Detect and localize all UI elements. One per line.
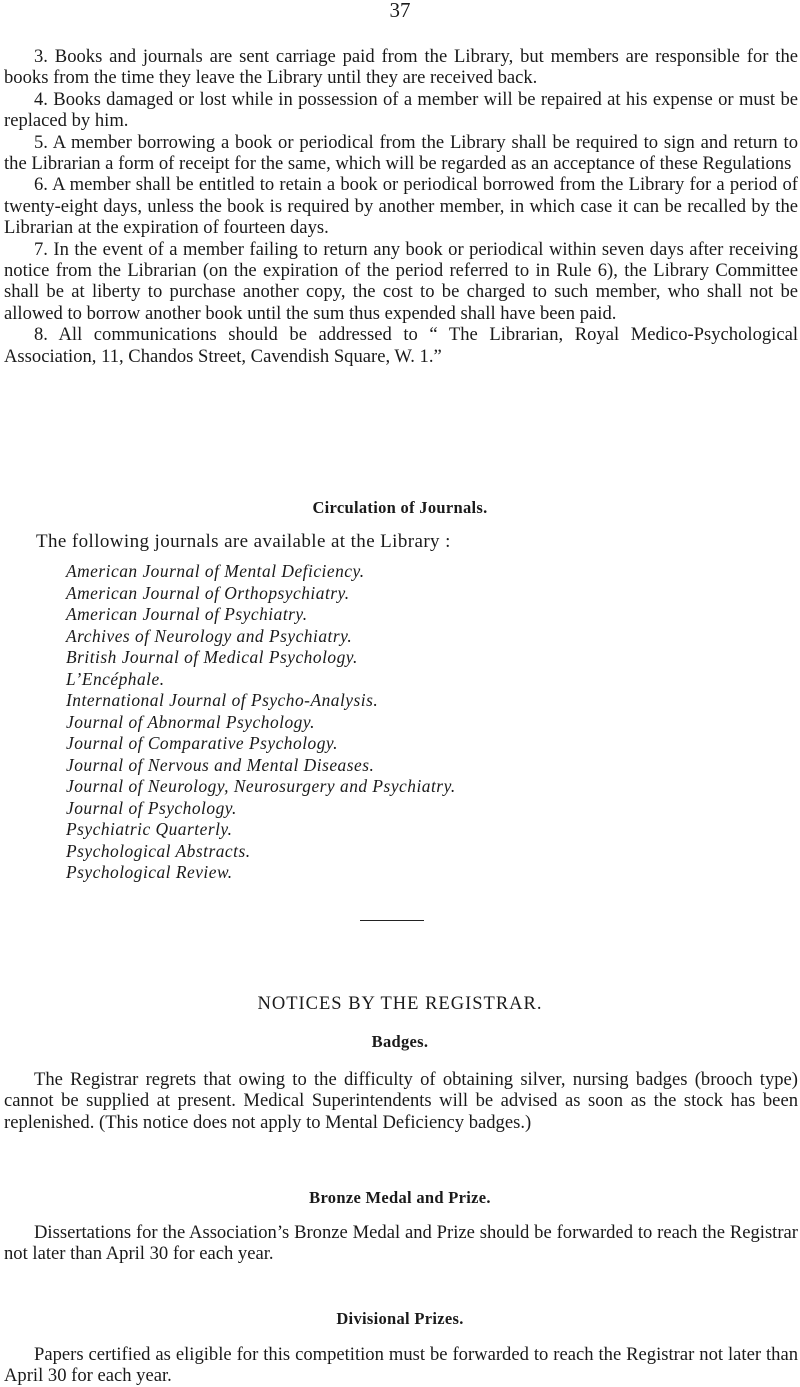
journal-item: L’Encéphale.	[66, 668, 165, 689]
journal-item: International Journal of Psycho-Analysis.	[66, 690, 379, 710]
journal-list	[66, 561, 456, 884]
rule-8: 8. All communications should be addressed to “ The Librarian, Royal Medico-Psychological Association, 11, Chandos Street, Cavendish Square, W. 1.”	[4, 324, 798, 367]
journal-item: Journal of Nervous and Mental Diseases.	[66, 754, 375, 775]
divisional-prizes-notice: Papers certified as eligible for this competition must be forwarded to reach the Registrar not later than April 30 for each year.	[4, 1344, 798, 1387]
journal-item: Journal of Psychology.	[66, 797, 237, 818]
badges-notice: The Registrar regrets that owing to the difficulty of obtaining silver, nursing badges (brooch type) cannot be supplied at present. Medical Superintendents will be advised as soon as the stock has been replenished. (This notice does not apply to Mental Deficiency badges.)	[4, 1069, 798, 1133]
rule-5: 5. A member borrowing a book or periodical from the Library shall be required to sign and return to the Librarian a form of receipt for the same, which will be regarded as an acceptance of these Regulations	[4, 131, 798, 175]
bronze-medal-heading: Bronze Medal and Prize.	[309, 1188, 491, 1207]
journal-item: American Journal of Psychiatry.	[66, 604, 308, 624]
journal-item: Journal of Neurology, Neurosurgery and Psychiatry.	[66, 776, 456, 796]
library-regulations	[4, 46, 798, 367]
rule-3: 3. Books and journals are sent carriage paid from the Library, but members are responsible for the books from the time they leave the Library until they are received back.	[4, 46, 798, 89]
rule-6: 6. A member shall be entitled to retain a book or periodical borrowed from the Library for a period of twenty-eight days, unless the book is required by another member, in which case it can be recalled by the Librarian at the expiration of fourteen days.	[4, 174, 798, 239]
rule-4: 4. Books damaged or lost while in possession of a member will be repaired at his expense or must be replaced by him.	[4, 88, 798, 132]
divisional-prizes-heading: Divisional Prizes.	[336, 1309, 464, 1328]
journal-item: Journal of Comparative Psychology.	[66, 733, 339, 753]
journal-item: American Journal of Mental Deficiency.	[66, 561, 365, 581]
section-divider	[360, 920, 424, 921]
journal-item: Psychological Abstracts.	[66, 840, 251, 861]
page-number: 37	[389, 0, 411, 22]
journal-item: Archives of Neurology and Psychiatry.	[66, 625, 353, 646]
journal-item: American Journal of Orthopsychiatry.	[66, 582, 350, 603]
rule-7: 7. In the event of a member failing to return any book or periodical within seven days after receiving notice from the Librarian (on the expiration of the period referred to in Rule 6), the Library Committee shall be at liberty to purchase another copy, the cost to be charged to such member, who shall not be allowed to borrow another book until the sum thus expended shall have been paid.	[4, 238, 798, 324]
journal-item: Journal of Abnormal Psychology.	[66, 711, 315, 732]
journal-item: Psychological Review.	[66, 862, 233, 882]
badges-heading: Badges.	[371, 1032, 429, 1051]
bronze-medal-notice: Dissertations for the Association’s Bronze Medal and Prize should be forwarded to reach the Registrar not later than April 30 for each year.	[4, 1222, 798, 1265]
journal-item: British Journal of Medical Psychology.	[66, 647, 358, 667]
journal-item: Psychiatric Quarterly.	[66, 819, 233, 839]
circulation-intro: The following journals are available at the Library :	[36, 531, 451, 552]
circulation-heading: Circulation of Journals.	[312, 498, 488, 517]
notices-title: NOTICES BY THE REGISTRAR.	[257, 994, 543, 1014]
